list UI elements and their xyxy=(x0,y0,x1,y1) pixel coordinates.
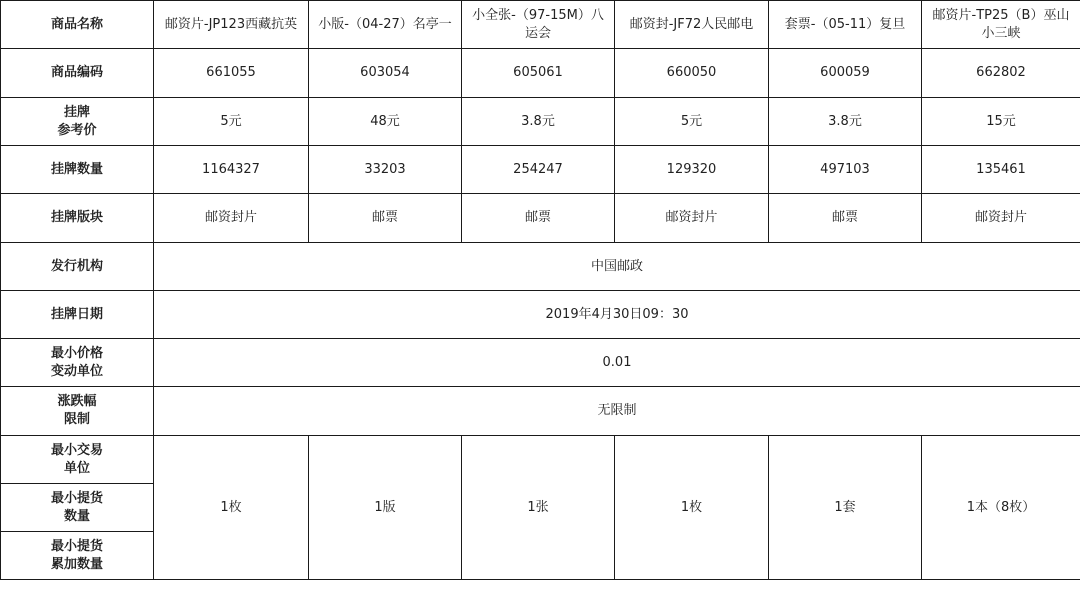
min-unit-cell: 1枚 xyxy=(154,436,309,580)
label-issuer: 发行机构 xyxy=(1,243,154,291)
listing-quantity-cell: 497103 xyxy=(769,146,922,194)
label-min-tick: 最小价格 变动单位 xyxy=(1,339,154,387)
label-product-name: 商品名称 xyxy=(1,1,154,49)
min-unit-cell: 1枚 xyxy=(615,436,769,580)
label-price-limit: 涨跌幅 限制 xyxy=(1,387,154,436)
reference-price-cell: 15元 xyxy=(922,98,1080,146)
product-name-cell: 小全张-（97-15M）八 运会 xyxy=(462,1,615,49)
listing-board-cell: 邮票 xyxy=(309,194,462,243)
label-reference-price: 挂牌 参考价 xyxy=(1,98,154,146)
label-min-trade-unit: 最小交易 单位 xyxy=(1,436,154,484)
listing-quantity-cell: 254247 xyxy=(462,146,615,194)
min-unit-cell: 1本（8枚） xyxy=(922,436,1080,580)
min-unit-cell: 1版 xyxy=(309,436,462,580)
reference-price-cell: 5元 xyxy=(154,98,309,146)
reference-price-cell: 3.8元 xyxy=(769,98,922,146)
min-unit-cell: 1张 xyxy=(462,436,615,580)
row-listing-date xyxy=(1,291,1080,339)
product-name-cell: 邮资片-TP25（B）巫山 小三峡 xyxy=(922,1,1080,49)
row-listing-quantity xyxy=(1,146,1080,194)
price-limit-value: 无限制 xyxy=(154,387,1080,436)
label-listing-date: 挂牌日期 xyxy=(1,291,154,339)
listing-board-cell: 邮票 xyxy=(769,194,922,243)
listing-board-cell: 邮票 xyxy=(462,194,615,243)
min-tick-value: 0.01 xyxy=(154,339,1080,387)
reference-price-cell: 3.8元 xyxy=(462,98,615,146)
label-listing-quantity: 挂牌数量 xyxy=(1,146,154,194)
min-unit-cell: 1套 xyxy=(769,436,922,580)
row-product-code xyxy=(1,49,1080,98)
label-product-code: 商品编码 xyxy=(1,49,154,98)
label-listing-board: 挂牌版块 xyxy=(1,194,154,243)
listing-board-cell: 邮资封片 xyxy=(922,194,1080,243)
row-issuer xyxy=(1,243,1080,291)
product-name-cell: 邮资封-JF72人民邮电 xyxy=(615,1,769,49)
row-min-tick xyxy=(1,339,1080,387)
row-min-trade-unit xyxy=(1,436,1080,484)
listing-date-value: 2019年4月30日09：30 xyxy=(154,291,1080,339)
product-code-cell: 662802 xyxy=(922,49,1080,98)
reference-price-cell: 5元 xyxy=(615,98,769,146)
product-code-cell: 605061 xyxy=(462,49,615,98)
row-reference-price xyxy=(1,98,1080,146)
product-name-cell: 小版-（04-27）名亭一 xyxy=(309,1,462,49)
label-min-delivery: 最小提货 数量 xyxy=(1,484,154,532)
issuer-value: 中国邮政 xyxy=(154,243,1080,291)
reference-price-cell: 48元 xyxy=(309,98,462,146)
product-code-cell: 661055 xyxy=(154,49,309,98)
product-name-cell: 邮资片-JP123西藏抗英 xyxy=(154,1,309,49)
row-price-limit xyxy=(1,387,1080,436)
listing-quantity-cell: 33203 xyxy=(309,146,462,194)
listing-quantity-cell: 1164327 xyxy=(154,146,309,194)
label-min-delivery-increment: 最小提货 累加数量 xyxy=(1,532,154,580)
listing-quantity-cell: 135461 xyxy=(922,146,1080,194)
row-product-name xyxy=(1,1,1080,49)
product-code-cell: 660050 xyxy=(615,49,769,98)
listing-board-cell: 邮资封片 xyxy=(154,194,309,243)
product-code-cell: 603054 xyxy=(309,49,462,98)
listing-board-cell: 邮资封片 xyxy=(615,194,769,243)
listing-quantity-cell: 129320 xyxy=(615,146,769,194)
row-listing-board xyxy=(1,194,1080,243)
product-name-cell: 套票-（05-11）复旦 xyxy=(769,1,922,49)
product-code-cell: 600059 xyxy=(769,49,922,98)
